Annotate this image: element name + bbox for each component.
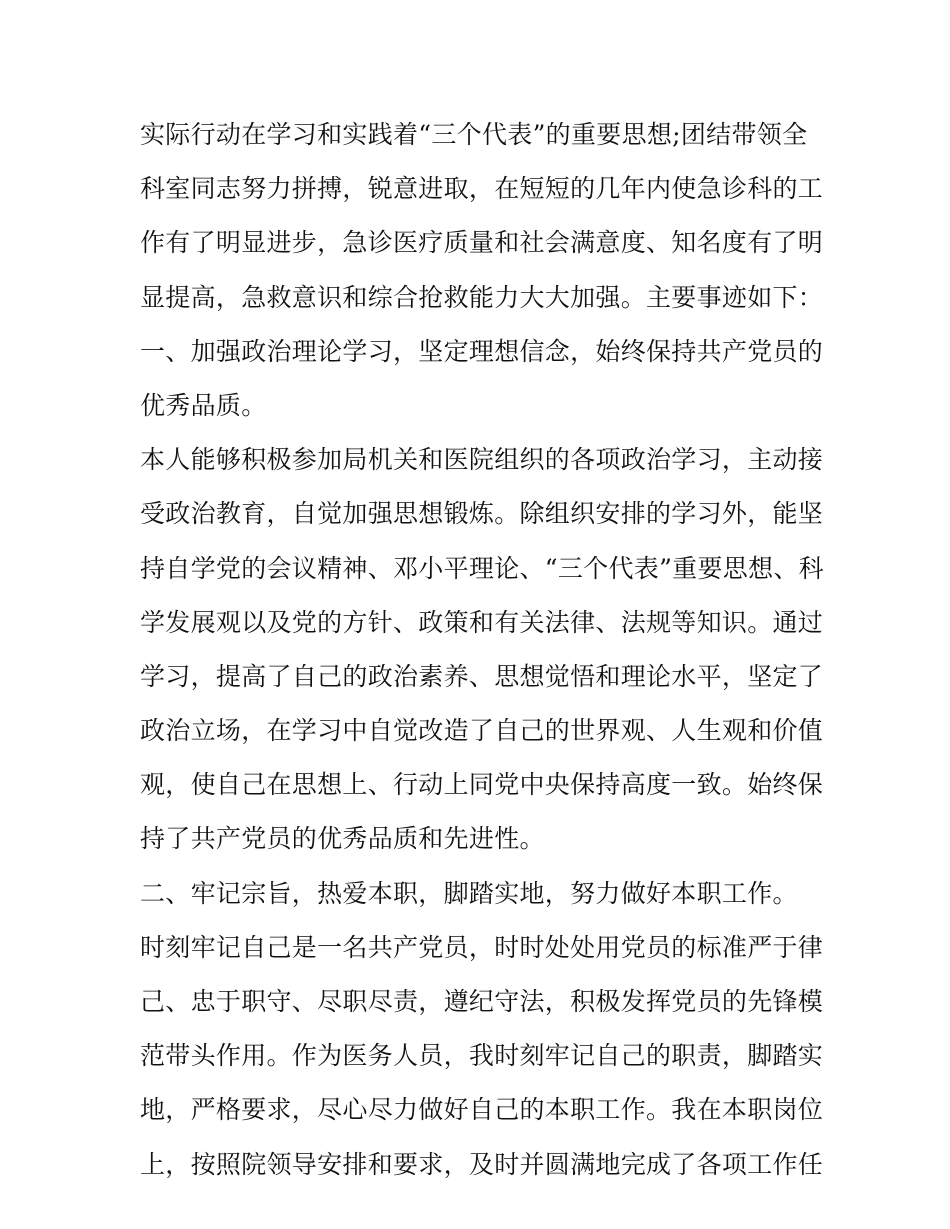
text-line: 学发展观以及党的方针、政策和有关法律、法规等知识。通过	[140, 607, 824, 637]
text-line: 地，严格要求，尽心尽力做好自己的本职工作。我在本职岗位	[140, 1095, 824, 1125]
section-heading-1: 一、加强政治理论学习，坚定理想信念，始终保持共产党员的	[140, 336, 824, 366]
text-line: 作有了明显进步，急诊医疗质量和社会满意度、知名度有了明	[140, 228, 824, 258]
text-line: 持了共产党员的优秀品质和先进性。	[140, 824, 545, 854]
text-line: 己、忠于职守、尽职尽责，遵纪守法，积极发挥党员的先锋模	[140, 987, 824, 1016]
text-line: 时刻牢记自己是一名共产党员，时时处处用党员的标准严于律	[140, 932, 824, 962]
section-heading-1-cont: 优秀品质。	[140, 390, 267, 420]
text-line: 上，按照院领导安排和要求，及时并圆满地完成了各项工作任	[140, 1149, 824, 1179]
document-body	[140, 108, 824, 1192]
text-line: 政治立场，在学习中自觉改造了自己的世界观、人生观和价值	[140, 716, 824, 746]
text-line: 观，使自己在思想上、行动上同党中央保持高度一致。始终保	[140, 770, 824, 800]
section-heading-2: 二、牢记宗旨，热爱本职，脚踏实地，努力做好本职工作。	[140, 878, 798, 908]
text-line: 持自学党的会议精神、邓小平理论、“三个代表”重要思想、科	[140, 553, 824, 583]
text-line: 学习，提高了自己的政治素养、思想觉悟和理论水平，坚定了	[140, 661, 824, 691]
text-line: 科室同志努力拼搏，锐意进取，在短短的几年内使急诊科的工	[140, 174, 824, 204]
text-line: 受政治教育，自觉加强思想锻炼。除组织安排的学习外，能坚	[140, 499, 824, 529]
text-line: 范带头作用。作为医务人员，我时刻牢记自己的职责，脚踏实	[140, 1041, 824, 1071]
text-line: 本人能够积极参加局机关和医院组织的各项政治学习，主动接	[140, 445, 824, 475]
text-line: 显提高，急救意识和综合抢救能力大大加强。主要事迹如下：	[140, 282, 824, 312]
text-line: 实际行动在学习和实践着“三个代表”的重要思想;团结带领全	[140, 120, 808, 149]
